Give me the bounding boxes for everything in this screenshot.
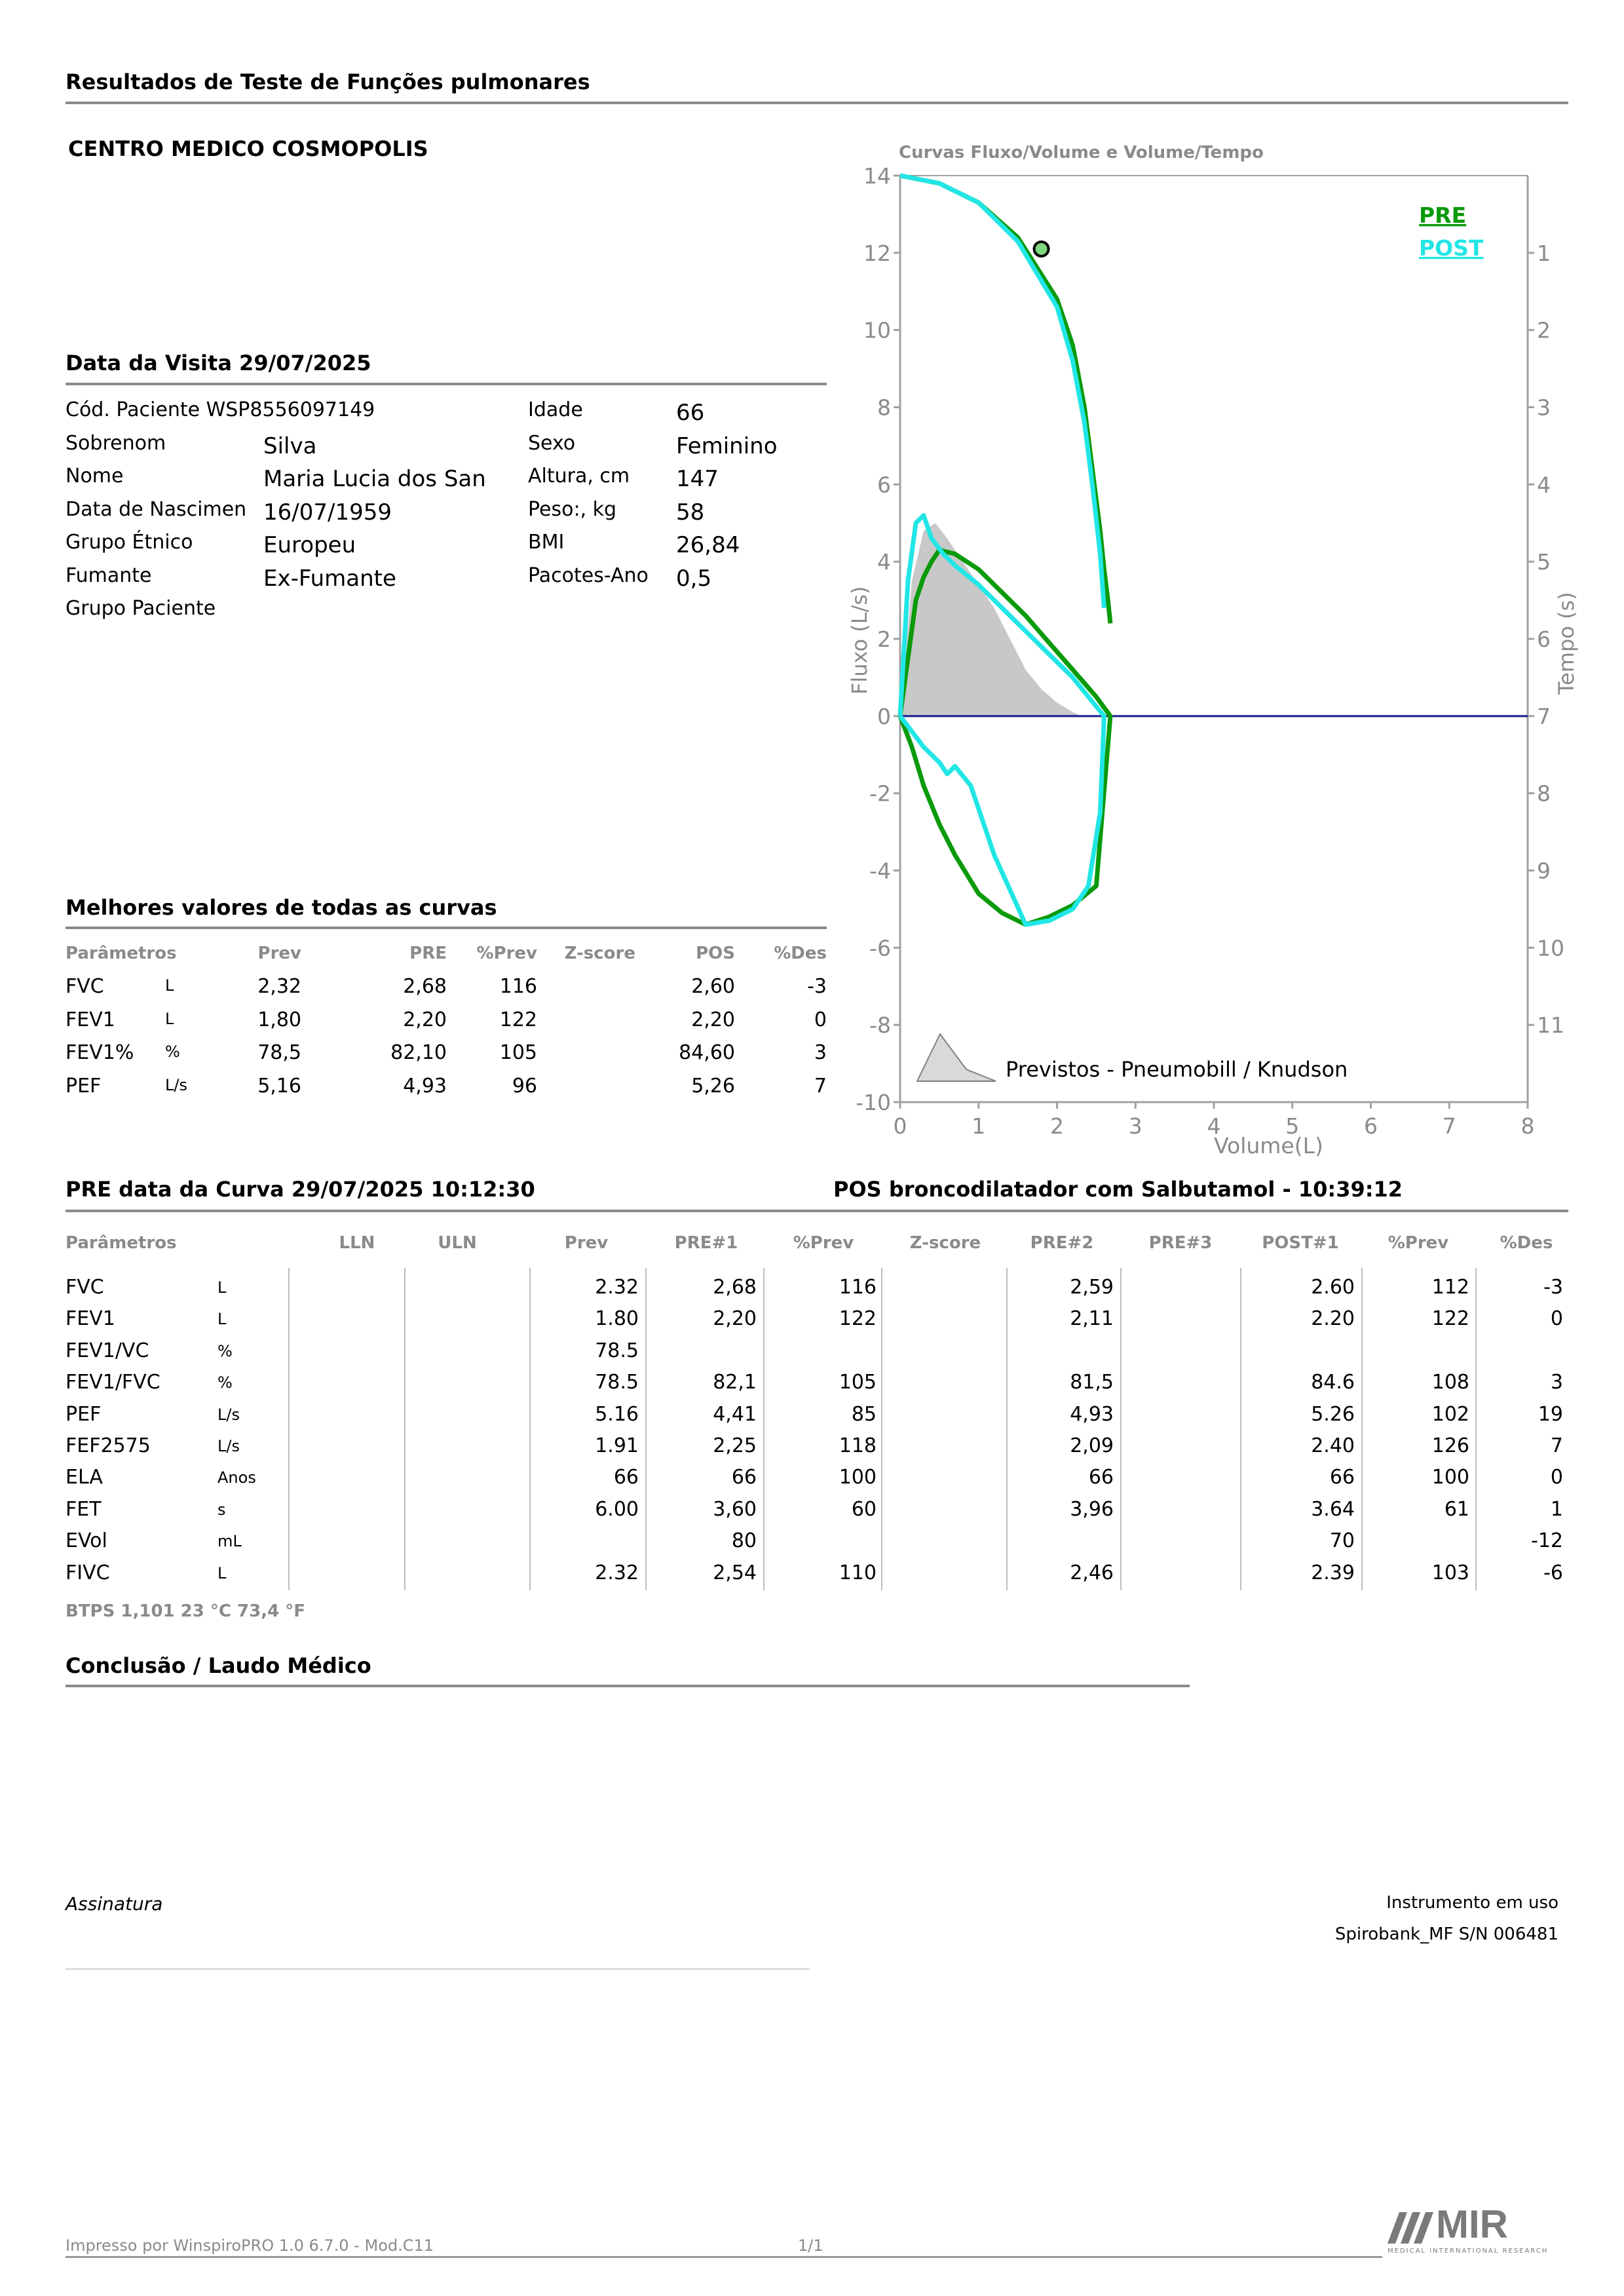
- main-table-cell: 3: [1550, 1371, 1563, 1394]
- main-table-cell: 0: [1550, 1466, 1563, 1489]
- y-tick-label: 14: [863, 163, 891, 189]
- main-table-cell: 2,59: [1070, 1276, 1114, 1299]
- y-tick-label: 8: [877, 394, 891, 421]
- main-table-cell: 100: [839, 1466, 877, 1489]
- main-table-cell: 80: [731, 1529, 757, 1553]
- printed-by: Impresso por WinspiroPRO 1.0 6.7.0 - Mod.C11: [66, 2236, 434, 2255]
- best-values-header: Prev: [257, 944, 301, 963]
- main-table-cell: 105: [839, 1371, 877, 1394]
- header-rule: [66, 102, 1568, 104]
- patient-field-value: 26,84: [676, 532, 740, 558]
- best-values-param: FEV1%: [66, 1041, 134, 1064]
- main-table-param: FET: [66, 1497, 102, 1521]
- y2-tick-label: 8: [1537, 780, 1551, 807]
- patient-field-label: Sexo: [528, 431, 576, 455]
- main-table-header: Z-score: [909, 1233, 981, 1253]
- best-values-cell: 122: [499, 1008, 537, 1031]
- main-table-cell: 2.40: [1311, 1434, 1355, 1457]
- main-table-unit: Anos: [217, 1468, 256, 1487]
- main-table-cell: 2,20: [713, 1307, 757, 1331]
- best-values-cell: 3: [814, 1041, 827, 1064]
- instrument-value: Spirobank_MF S/N 006481: [1334, 1924, 1558, 1944]
- best-values-cell: 5,26: [691, 1074, 735, 1098]
- main-table-param: ELA: [66, 1466, 103, 1489]
- patient-field-label: Fumante: [66, 564, 152, 587]
- column-separator: [1006, 1268, 1008, 1590]
- main-table-cell: -12: [1531, 1529, 1563, 1553]
- main-table-unit: L: [217, 1310, 227, 1329]
- y2-tick-label: 11: [1537, 1012, 1564, 1039]
- best-values-unit: L/s: [165, 1075, 187, 1094]
- main-table-cell: 1: [1550, 1497, 1563, 1521]
- y-tick-label: -8: [869, 1012, 891, 1039]
- main-table-header: PRE#3: [1148, 1233, 1213, 1253]
- patient-field-label: BMI: [528, 531, 565, 554]
- main-table-rule: [66, 1210, 1568, 1212]
- main-table-cell: 122: [839, 1307, 877, 1331]
- pos-curve-title: POS broncodilatador com Salbutamol - 10:39:12: [833, 1177, 1403, 1202]
- patient-field-label: Grupo Étnico: [66, 531, 193, 554]
- main-table-param: PEF: [66, 1402, 102, 1426]
- visit-rule: [66, 383, 827, 385]
- y-tick-label: 4: [877, 549, 891, 575]
- signature-line: [66, 1968, 810, 1970]
- main-table-cell: 2,25: [713, 1434, 757, 1457]
- main-table-header: %Prev: [1388, 1233, 1449, 1253]
- y-tick-label: -2: [869, 780, 891, 807]
- main-table-header: LLN: [339, 1233, 375, 1253]
- main-table-param: FIVC: [66, 1561, 110, 1584]
- pre-curve-title: PRE data da Curva 29/07/2025 10:12:30: [66, 1177, 535, 1202]
- best-values-header: POS: [696, 944, 735, 963]
- page-number: 1/1: [798, 2236, 823, 2255]
- y-tick-label: -6: [869, 935, 891, 961]
- y2-tick-label: 3: [1537, 394, 1551, 421]
- mir-logo-mark: [1388, 2208, 1433, 2245]
- main-table-cell: -3: [1543, 1276, 1563, 1299]
- y2-tick-label: 1: [1537, 240, 1551, 266]
- main-table-cell: 2.60: [1311, 1276, 1355, 1299]
- y2-tick-label: 7: [1537, 703, 1551, 729]
- flow-volume-chart: [845, 157, 1592, 1179]
- main-table-cell: 81,5: [1070, 1371, 1114, 1394]
- main-table-unit: %: [217, 1341, 233, 1360]
- best-values-cell: 78,5: [257, 1041, 301, 1064]
- legend-pre: PRE: [1419, 202, 1467, 228]
- x-tick-label: 8: [1520, 1113, 1535, 1139]
- best-values-cell: 105: [499, 1041, 537, 1064]
- best-values-param: FVC: [66, 975, 104, 998]
- patient-field-label: Peso:, kg: [528, 497, 617, 521]
- best-values-header: %Des: [774, 944, 827, 963]
- main-table-cell: 2,68: [713, 1276, 757, 1299]
- patient-field-value: 0,5: [676, 565, 712, 592]
- predicted-curve-area: [900, 523, 1082, 716]
- main-table-cell: 2,54: [713, 1561, 757, 1584]
- fev1-marker: [1034, 242, 1049, 256]
- main-table-cell: 112: [1431, 1276, 1469, 1299]
- main-table-cell: 7: [1550, 1434, 1563, 1457]
- visit-date: Data da Visita 29/07/2025: [66, 351, 371, 375]
- main-table-param: FEV1/FVC: [66, 1371, 161, 1394]
- best-values-unit: %: [165, 1043, 180, 1061]
- best-values-cell: 0: [814, 1008, 827, 1031]
- chart-title: Curvas Fluxo/Volume e Volume/Tempo: [899, 143, 1264, 163]
- main-table-unit: L: [217, 1278, 227, 1297]
- main-table-cell: 1.91: [595, 1434, 639, 1457]
- best-values-cell: 84,60: [679, 1041, 735, 1064]
- patient-field-value: Silva: [263, 432, 317, 459]
- y-tick-label: -10: [856, 1090, 891, 1115]
- main-table-unit: L/s: [217, 1405, 240, 1424]
- main-table-param: FEF2575: [66, 1434, 151, 1457]
- y2-tick-label: 4: [1537, 472, 1551, 498]
- x-tick-label: 7: [1442, 1113, 1456, 1139]
- main-table-header: PRE#1: [674, 1233, 738, 1253]
- x-tick-label: 4: [1207, 1113, 1221, 1139]
- main-table-cell: 19: [1538, 1402, 1563, 1426]
- y2-axis-label: Tempo (s): [1554, 592, 1579, 695]
- patient-field-value: Maria Lucia dos San: [263, 466, 486, 492]
- column-separator: [1475, 1268, 1477, 1590]
- column-separator: [1361, 1268, 1363, 1590]
- main-table-unit: mL: [217, 1532, 242, 1551]
- main-table-unit: L: [217, 1563, 227, 1582]
- main-table-cell: 116: [839, 1276, 877, 1299]
- best-values-title: Melhores valores de todas as curvas: [66, 895, 497, 920]
- patient-field-value: 66: [676, 400, 705, 426]
- best-values-cell: 2,32: [257, 975, 301, 998]
- btps-info: BTPS 1,101 23 °C 73,4 °F: [66, 1601, 306, 1621]
- main-table-cell: 6.00: [595, 1497, 639, 1521]
- column-separator: [529, 1268, 531, 1590]
- main-table-cell: 4,93: [1070, 1402, 1114, 1426]
- y2-tick-label: 6: [1537, 626, 1551, 652]
- patient-field-value: Europeu: [263, 532, 356, 558]
- main-table-cell: 126: [1431, 1434, 1469, 1457]
- patient-field-label: Cód. Paciente WSP8556097149: [66, 398, 375, 421]
- main-table-header: %Prev: [793, 1233, 854, 1253]
- best-values-header: Parâmetros: [66, 944, 177, 963]
- main-table-cell: 85: [851, 1402, 877, 1426]
- best-values-header: %Prev: [476, 944, 537, 963]
- column-separator: [288, 1268, 290, 1590]
- best-values-param: FEV1: [66, 1008, 115, 1031]
- mir-logo-subtitle: MEDICAL INTERNATIONAL RESEARCH: [1388, 2248, 1549, 2255]
- best-values-cell: 5,16: [257, 1074, 301, 1098]
- main-table-cell: 118: [839, 1434, 877, 1457]
- main-table-cell: 84.6: [1311, 1371, 1355, 1394]
- best-values-cell: -3: [807, 975, 827, 998]
- conclusion-rule: [66, 1685, 1190, 1687]
- main-table-cell: 102: [1431, 1402, 1469, 1426]
- main-table-unit: L/s: [217, 1437, 240, 1455]
- y2-tick-label: 10: [1537, 935, 1564, 961]
- y-tick-label: 12: [863, 240, 891, 266]
- footer-rule: [66, 2256, 1382, 2258]
- report-title: Resultados de Teste de Funções pulmonares: [66, 69, 590, 94]
- main-table-cell: 3,96: [1070, 1497, 1114, 1521]
- y-tick-label: 2: [877, 626, 891, 652]
- main-table-unit: %: [217, 1373, 233, 1392]
- main-table-cell: 2,11: [1070, 1307, 1114, 1331]
- column-separator: [881, 1268, 882, 1590]
- main-table-cell: 60: [851, 1497, 877, 1521]
- patient-field-label: Pacotes-Ano: [528, 564, 649, 587]
- main-table-cell: 66: [1088, 1466, 1114, 1489]
- main-table-cell: 78.5: [595, 1371, 639, 1394]
- center-name: CENTRO MEDICO COSMOPOLIS: [68, 136, 428, 161]
- main-table-param: FEV1/VC: [66, 1339, 149, 1362]
- column-separator: [645, 1268, 647, 1590]
- main-table-cell: 108: [1431, 1371, 1469, 1394]
- column-separator: [763, 1268, 765, 1590]
- conclusion-title: Conclusão / Laudo Médico: [66, 1653, 371, 1678]
- patient-field-value: Feminino: [676, 432, 778, 459]
- patient-field-label: Grupo Paciente: [66, 597, 216, 620]
- main-table-cell: 1.80: [595, 1307, 639, 1331]
- main-table-param: FEV1: [66, 1307, 115, 1331]
- predicted-area: [900, 523, 1082, 716]
- column-separator: [404, 1268, 406, 1590]
- best-values-param: PEF: [66, 1074, 102, 1098]
- x-tick-label: 3: [1128, 1113, 1142, 1139]
- main-table-header: Prev: [564, 1233, 609, 1253]
- x-axis-label: Volume(L): [1214, 1133, 1323, 1158]
- main-table-cell: 4,41: [713, 1402, 757, 1426]
- main-table-cell: 2.20: [1311, 1307, 1355, 1331]
- main-table-header: POST#1: [1262, 1233, 1339, 1253]
- best-values-cell: 116: [499, 975, 537, 998]
- y-tick-label: 6: [877, 472, 891, 498]
- best-values-header: Z-score: [564, 944, 635, 963]
- main-table-unit: s: [217, 1500, 226, 1519]
- column-separator: [1120, 1268, 1122, 1590]
- patient-field-label: Nome: [66, 465, 124, 488]
- mir-logo: [1388, 2202, 1561, 2258]
- main-table-cell: 110: [839, 1561, 877, 1584]
- main-table-cell: 2,46: [1070, 1561, 1114, 1584]
- main-table-cell: 61: [1444, 1497, 1469, 1521]
- main-table-header: Parâmetros: [66, 1233, 177, 1253]
- patient-field-label: Altura, cm: [528, 465, 630, 488]
- main-table-cell: 0: [1550, 1307, 1563, 1331]
- best-values-cell: 2,60: [691, 975, 735, 998]
- y-tick-label: 0: [877, 703, 891, 729]
- best-values-cell: 82,10: [390, 1041, 447, 1064]
- patient-field-value: 58: [676, 499, 705, 526]
- main-table-cell: 82,1: [713, 1371, 757, 1394]
- best-values-cell: 4,93: [403, 1074, 447, 1098]
- main-table-cell: 2.32: [595, 1276, 639, 1299]
- x-tick-label: 2: [1050, 1113, 1064, 1139]
- best-values-cell: 2,20: [691, 1008, 735, 1031]
- main-table-cell: 2.32: [595, 1561, 639, 1584]
- best-values-cell: 96: [512, 1074, 537, 1098]
- main-table-cell: 66: [613, 1466, 639, 1489]
- mir-logo-text: MIR: [1436, 2202, 1508, 2246]
- x-tick-label: 0: [893, 1113, 907, 1139]
- main-table-cell: 78.5: [595, 1339, 639, 1362]
- signature-label: Assinatura: [66, 1893, 163, 1915]
- legend-post: POST: [1419, 235, 1484, 261]
- y2-tick-label: 9: [1537, 858, 1551, 884]
- column-separator: [1240, 1268, 1241, 1590]
- best-values-unit: L: [165, 1009, 174, 1028]
- patient-field-value: Ex-Fumante: [263, 565, 396, 592]
- patient-field-label: Idade: [528, 398, 583, 421]
- patient-field-label: Data de Nascimen: [66, 497, 247, 521]
- x-tick-label: 5: [1285, 1113, 1300, 1139]
- best-values-cell: 1,80: [257, 1008, 301, 1031]
- main-table-cell: 2.39: [1311, 1561, 1355, 1584]
- best-values-rule: [66, 927, 827, 929]
- main-table-cell: 3,60: [713, 1497, 757, 1521]
- main-table-cell: 3.64: [1311, 1497, 1355, 1521]
- main-table-cell: 103: [1431, 1561, 1469, 1584]
- main-table-header: PRE#2: [1030, 1233, 1094, 1253]
- main-table-cell: 70: [1329, 1529, 1355, 1553]
- main-table-cell: 5.16: [595, 1402, 639, 1426]
- main-table-cell: 100: [1431, 1466, 1469, 1489]
- main-table-cell: 5.26: [1311, 1402, 1355, 1426]
- best-values-cell: 2,20: [403, 1008, 447, 1031]
- patient-field-value: 147: [676, 466, 719, 492]
- best-values-unit: L: [165, 976, 174, 995]
- predicted-label: Previstos - Pneumobill / Knudson: [1006, 1057, 1348, 1082]
- y-axis-label: Fluxo (L/s): [847, 586, 872, 695]
- main-table-cell: 2,09: [1070, 1434, 1114, 1457]
- main-table-header: ULN: [438, 1233, 477, 1253]
- main-table-param: FVC: [66, 1276, 104, 1299]
- main-table-header: %Des: [1500, 1233, 1553, 1253]
- main-table-cell: -6: [1543, 1561, 1563, 1584]
- main-table-cell: 66: [1329, 1466, 1355, 1489]
- y2-tick-label: 5: [1537, 549, 1551, 575]
- predicted-legend-icon: [917, 1034, 996, 1081]
- y-tick-label: -4: [869, 858, 891, 884]
- main-table-param: EVol: [66, 1529, 107, 1553]
- best-values-cell: 7: [814, 1074, 827, 1098]
- best-values-cell: 2,68: [403, 975, 447, 998]
- x-tick-label: 1: [972, 1113, 986, 1139]
- instrument-label: Instrumento em uso: [1386, 1893, 1558, 1913]
- best-values-header: PRE: [409, 944, 447, 963]
- patient-field-value: 16/07/1959: [263, 499, 392, 526]
- main-table-cell: 122: [1431, 1307, 1469, 1331]
- y-tick-label: 10: [863, 317, 891, 343]
- x-tick-label: 6: [1364, 1113, 1378, 1139]
- patient-field-label: Sobrenom: [66, 431, 166, 455]
- main-table-cell: 66: [731, 1466, 757, 1489]
- y2-tick-label: 2: [1537, 317, 1551, 343]
